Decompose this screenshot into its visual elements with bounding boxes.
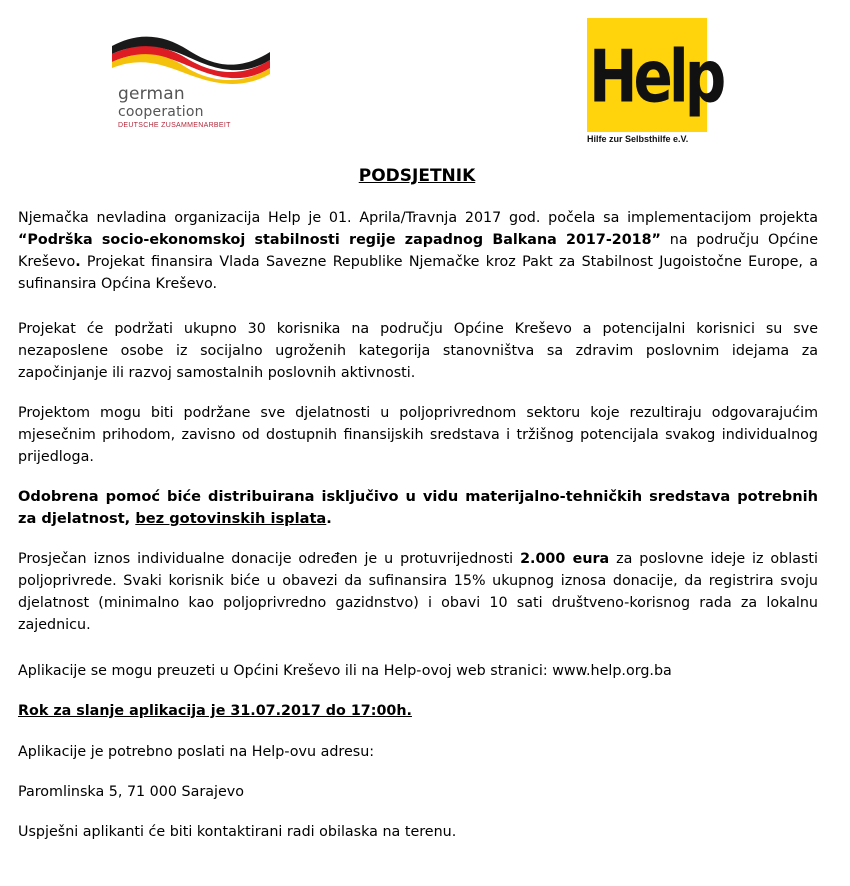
german-flag-ribbon-icon bbox=[108, 32, 278, 84]
german-cooperation-logo bbox=[108, 32, 278, 142]
help-logo-subtitle: Hilfe zur Selbsthilfe e.V. bbox=[587, 134, 689, 144]
paragraph-activities: Projektom mogu biti podržane sve djelatnosti u poljoprivrednom sektoru koje rezultiraju odgovarajućim mjesečnim prihodom, zavisno od dostupnih finansijskih sredstava i tržišnog potencijala svakog individualnog prijedloga. bbox=[18, 405, 818, 465]
help-logo-box bbox=[587, 18, 723, 132]
intro-text-1: Njemačka nevladina organizacija Help je 01. Aprila/Travnja 2017 god. počela sa implementacijom projekta bbox=[18, 210, 818, 226]
paragraph-send-address-intro: Aplikacije je potrebno poslati na Help-ovu adresu: bbox=[18, 744, 375, 760]
paragraph-intro bbox=[18, 207, 818, 295]
no-cash-note: bez gotovinskih isplata bbox=[135, 510, 327, 527]
project-name: “Podrška socio-ekonomskoj stabilnosti regije zapadnog Balkana 2017-2018” bbox=[18, 232, 661, 248]
donation-text-2: za poslovne ideje iz oblasti poljoprivrede. Svaki korisnik biće u obavezi da sufinansira 15% ukupnog iznosa donacije, da registrira svoju djelatnost (minimalno kao poljoprivredno gazidnstvo) i obavi 10 sati društveno-korisnog rada za lokalnu zajednicu. bbox=[18, 551, 818, 633]
paragraph-applications: Aplikacije se mogu preuzeti u Općini Kreševo ili na Help-ovoj web stranici: www.help.org.ba bbox=[18, 663, 672, 679]
donation-amount: 2.000 eura bbox=[520, 551, 610, 567]
paragraph-beneficiaries: Projekat će podržati ukupno 30 korisnika na području Općine Kreševo a potencijalni korisnici su sve nezaposlene osobe iz socijalno ugroženih kategorija stanovništva sa zdravim poslovnim idejama za započinjanje ili razvoj samostalnih poslovnih aktivnosti. bbox=[18, 321, 818, 381]
intro-text-3: Projekat finansira Vlada Savezne Republike Njemačke kroz Pakt za Stabilnost Jugoistočne Europe, a sufinansira Općina Kreševo. bbox=[18, 254, 818, 292]
paragraph-contact: Uspješni aplikanti će biti kontaktirani radi obilaska na terenu. bbox=[18, 824, 457, 840]
paragraph-donation bbox=[18, 548, 818, 636]
logo-text-deutsche-zusammenarbeit: DEUTSCHE ZUSAMMENARBEIT bbox=[118, 122, 231, 129]
page-title: PODSJETNIK bbox=[358, 166, 476, 186]
donation-text-1: Prosječan iznos individualne donacije određen je u protuvrijednosti bbox=[18, 551, 521, 567]
assistance-text-1: Odobrena pomoć biće distribuirana isključivo u vidu materijalno-tehničkih sredstava potrebnih za djelatnost, bbox=[18, 488, 818, 527]
logo-text-german: german bbox=[118, 84, 185, 104]
paragraph-assistance bbox=[18, 486, 818, 530]
logo-text-cooperation: cooperation bbox=[118, 104, 204, 120]
help-logo-word: Help bbox=[589, 33, 723, 119]
assistance-text-2: . bbox=[326, 510, 332, 527]
paragraph-deadline: Rok za slanje aplikacija je 31.07.2017 do 17:00h. bbox=[18, 703, 412, 719]
help-logo bbox=[587, 18, 723, 158]
intro-text-2: na području Općine Kreševo bbox=[18, 232, 818, 270]
intro-bold-dot: . bbox=[75, 254, 81, 270]
paragraph-address: Paromlinska 5, 71 000 Sarajevo bbox=[18, 784, 244, 800]
